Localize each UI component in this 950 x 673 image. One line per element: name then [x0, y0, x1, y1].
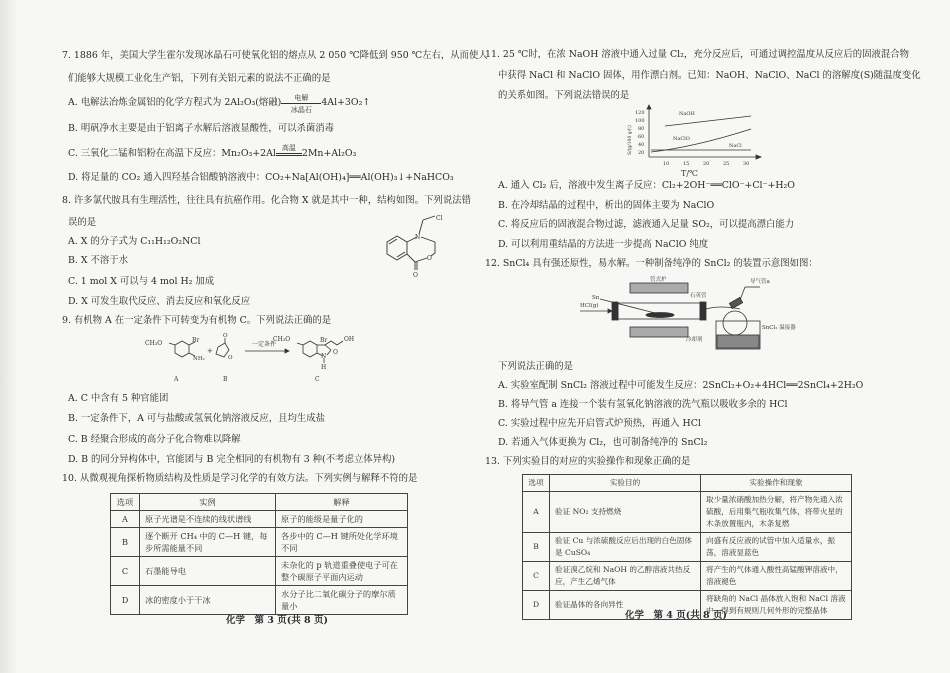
cell-operation: 将产生的气体通入酸性高锰酸钾溶液中，溶液褪色 [701, 562, 852, 591]
table-header-row [523, 475, 852, 492]
cell-option: D [523, 591, 550, 620]
cell-operation: 将缺角的 NaCl 晶体放入饱和 NaCl 溶液中，得到有规则几何外形的完整晶体 [701, 591, 852, 620]
table-row [111, 586, 408, 615]
q9-stem: 9. 有机物 A 在一定条件下可转变为有机物 C。下列说法正确的是 [62, 315, 332, 326]
cell-operation: 取少量浓硝酸加热分解，将产物先通入浓硫酸，后用集气瓶收集气体，将带火星的木条放置瓶内，木条复燃 [701, 492, 852, 533]
header-explanation: 解释 [276, 494, 408, 511]
c-n: N [321, 353, 327, 360]
a-br: Br [192, 337, 200, 344]
header-operation: 实验操作和现象 [701, 475, 852, 492]
label-naclo: NaClO [673, 136, 690, 142]
label-coolant: 冷却剂 [686, 337, 703, 343]
q11-option-d: D. 可以利用重结晶的方法进一步提高 NaClO 纯度 [498, 239, 709, 250]
q8-option-a: A. X 的分子式为 C₁₁H₁₂O₂NCl [68, 236, 201, 247]
naoh-curve [665, 116, 751, 126]
condition-bottom: 冰晶石 [290, 105, 312, 114]
label-gas-tube-a: 导气管a [750, 279, 770, 285]
label-a: A [174, 376, 179, 383]
page-footer-3: 化学 第 3 页(共 8 页) [226, 615, 328, 626]
condition-top: 高温 [281, 143, 296, 152]
q7-stem-line1: 7. 1886 年，美国大学生霍尔发现冰晶石可使氧化铝的熔点从 2 050 ℃降低到 950 ℃左右，从而使人 [62, 50, 488, 61]
table-row [523, 492, 852, 533]
x-tick: 15 [683, 161, 690, 167]
label-c: C [315, 376, 320, 383]
q10-stem: 10. 从微观视角探析物质结构及性质是学习化学的有效方法。下列实例与解释不符的是 [62, 473, 418, 484]
cell-example: 原子光谱是不连续的线状谱线 [140, 511, 276, 528]
x-tick: 20 [703, 161, 710, 167]
cell-example: 石墨能导电 [140, 557, 276, 586]
y-axis-label: S/(g/100 g水) [628, 125, 633, 155]
q11-option-c: C. 将反应后的固液混合物过滤，滤液通入足量 SO₂，可以提高漂白能力 [498, 219, 795, 230]
q13-stem: 13. 下列实验目的对应的实验操作和现象正确的是 [485, 456, 691, 467]
q9-reaction-scheme [145, 333, 365, 385]
q12-apparatus-diagram [580, 275, 796, 355]
header-option: 选项 [111, 494, 140, 511]
table-row [111, 528, 408, 557]
table-row [523, 533, 852, 562]
q7-stem-line2: 们能够大规模工业化生产铝，下列有关铝元素的说法不正确的是 [68, 73, 331, 84]
cell-example: 冰的密度小于干冰 [140, 586, 276, 615]
table-row [111, 511, 408, 528]
cell-operation: 向盛有反应液的试管中加入适量水，振荡，溶液显蓝色 [701, 533, 852, 562]
x-tick: 25 [723, 161, 730, 167]
y-tick: 40 [638, 142, 645, 148]
reaction-condition [276, 143, 302, 156]
label-b: B [223, 376, 228, 383]
q7-option-b: B. 明矾净水主要是由于铝离子水解后溶液显酸性，可以杀菌消毒 [68, 123, 334, 134]
q9-option-b: B. 一定条件下，A 可与盐酸或氢氧化钠溶液反应，且均生成盐 [68, 413, 325, 424]
q8-stem-line1: 8. 许多氯代胺具有生理活性，往往具有抗癌作用。化合物 X 就是其中一种，结构如图。下列说法错 [62, 195, 471, 206]
q9-option-d: D. B 的同分异构体中，官能团与 B 完全相同的有机物有 3 种(不考虑立体异构) [68, 454, 395, 465]
y-tick: 60 [638, 134, 645, 140]
q7-option-c-products: 2Mn+Al₂O₃ [301, 148, 357, 159]
label-collector: SnCl₂ 温接器 [762, 325, 796, 331]
cell-option: B [111, 528, 140, 557]
compound-x-structure [375, 210, 445, 282]
q8-option-c: C. 1 mol X 可以与 4 mol H₂ 加成 [68, 276, 215, 287]
q11-option-a: A. 通入 Cl₂ 后，溶液中发生离子反应：Cl₂+2OH⁻══ClO⁻+Cl⁻+H₂O [498, 180, 795, 191]
q8-option-d: D. X 可发生取代反应、消去反应和氧化反应 [68, 296, 251, 307]
q8-option-b: B. X 不溶于水 [68, 255, 129, 266]
c-o: O [333, 349, 338, 356]
q9-option-c: C. B 经聚合形成的高分子化合物难以降解 [68, 434, 241, 445]
q11-option-b: B. 在冷却结晶的过程中，析出的固体主要为 NaClO [498, 200, 715, 211]
cell-example: 逐个断开 CH₄ 中的 C—H 键，每步所需能量不同 [140, 528, 276, 557]
cell-purpose: 验证 Cu 与浓硫酸反应后出现的白色固体是 CuSO₄ [550, 533, 701, 562]
q7-option-d: D. 将足量的 CO₂ 通入四羟基合铝酸钠溶液中：CO₂+Na[Al(OH)₄]══Al(OH)₃↓+NaHCO₃ [68, 172, 454, 183]
c-h: H [321, 364, 327, 371]
cell-explanation: 各步中的 C—H 键所处化学环境不同 [276, 528, 408, 557]
y-tick: 80 [638, 126, 645, 132]
c-oh: OH [344, 336, 355, 343]
label-nacl: NaCl [729, 143, 742, 149]
q7-option-c-text: C. 三氧化二锰和铝粉在高温下反应：Mn₂O₃+2Al [68, 148, 276, 159]
q12-option-c: C. 实验过程中应先开启管式炉预热，再通入 HCl [498, 418, 701, 429]
x-axis-label: T/℃ [681, 169, 698, 178]
header-example: 实例 [140, 494, 276, 511]
q7-option-a-products: 4Al+3O₂↑ [321, 97, 371, 108]
a-ch3o: CH₃O [145, 340, 163, 347]
q12-option-a: A. 实验室配制 SnCl₂ 溶液过程中可能发生反应：2SnCl₂+O₂+4HCl══2SnCl₄+2H₂O [498, 380, 864, 391]
q10-table [110, 493, 408, 615]
q11-stem-line1: 11. 25 ℃时，在浓 NaOH 溶液中通入过量 Cl₂，充分反应后，可通过调控温度从反应后的固液混合物 [485, 49, 909, 60]
plus-sign: + [207, 347, 213, 355]
reaction-condition: 一定条件 [252, 341, 277, 348]
b-o-ring: O [228, 355, 233, 361]
header-purpose: 实验目的 [550, 475, 701, 492]
q8-stem-line2: 误的是 [68, 217, 97, 228]
cell-explanation: 水分子比二氧化碳分子的摩尔质量小 [276, 586, 408, 615]
cell-option: A [111, 511, 140, 528]
cell-option: C [523, 562, 550, 591]
table-header-row [111, 494, 408, 511]
q11-stem-line2: 中获得 NaCl 和 NaClO 固体，用作漂白剂。已知：NaOH、NaClO、NaCl 的溶解度(S)随温度变化 [498, 70, 921, 81]
b-o-carbonyl: O [223, 333, 228, 339]
cell-option: C [111, 557, 140, 586]
label-furnace: 管式炉 [650, 277, 667, 283]
y-tick: 20 [638, 150, 645, 156]
q11-stem-line3: 的关系如图。下列说法错误的是 [498, 90, 630, 101]
cell-explanation: 原子的能级是量子化的 [276, 511, 408, 528]
c-ch3o: CH₃O [273, 336, 291, 343]
cell-purpose: 验证溴乙烷和 NaOH 的乙醇溶液共热反应，产生乙烯气体 [550, 562, 701, 591]
header-option: 选项 [523, 475, 550, 492]
label-quartz-tube: 石英管 [690, 293, 707, 299]
y-tick: 120 [635, 110, 645, 116]
page-footer-4: 化学 第 4 页(共 8 页) [625, 610, 727, 621]
q7-option-a-text: A. 电解法冶炼金属铝的化学方程式为 2Al₂O₃(熔融) [68, 97, 282, 108]
cell-option: A [523, 492, 550, 533]
label-n: N [415, 234, 421, 241]
table-row [523, 562, 852, 591]
q12-sub-stem: 下列说法正确的是 [498, 361, 574, 372]
y-tick: 100 [635, 118, 645, 124]
cell-option: D [111, 586, 140, 615]
q9-option-a: A. C 中含有 5 种官能团 [68, 393, 169, 404]
solubility-chart [625, 105, 765, 179]
q12-stem: 12. SnCl₄ 具有强还原性，易水解。一种制备纯净的 SnCl₂ 的装置示意图如图： [485, 258, 818, 269]
table-row [111, 557, 408, 586]
q13-table [522, 474, 852, 620]
label-sn: Sn [592, 295, 600, 301]
q12-option-d: D. 若通入气体更换为 Cl₂，也可制备纯净的 SnCl₂ [498, 437, 708, 448]
x-tick: 30 [743, 161, 750, 167]
cell-explanation: 未杂化的 p 轨道重叠使电子可在整个碳原子平面内运动 [276, 557, 408, 586]
cell-purpose: 验证晶体的各向异性 [550, 591, 701, 620]
label-naoh: NaOH [679, 111, 695, 117]
x-tick: 10 [663, 161, 670, 167]
a-nh2: NH₂ [193, 356, 205, 362]
q7-option-c [68, 143, 357, 160]
scan-shadow [0, 0, 18, 673]
cell-option: B [523, 533, 550, 562]
label-o-carbonyl: O [413, 272, 418, 279]
condition-top: 电解 [294, 93, 309, 102]
reaction-condition [281, 93, 321, 114]
cell-purpose: 验证 NO₂ 支持燃烧 [550, 492, 701, 533]
label-hcl: HCl(g) [580, 303, 599, 309]
label-o-ring: O [427, 255, 432, 262]
q12-option-b: B. 将导气管 a 连接一个装有氢氧化钠溶液的洗气瓶以吸收多余的 HCl [498, 399, 788, 410]
q7-option-a [68, 93, 371, 114]
c-br: Br [320, 337, 328, 344]
label-cl: Cl [436, 215, 443, 222]
